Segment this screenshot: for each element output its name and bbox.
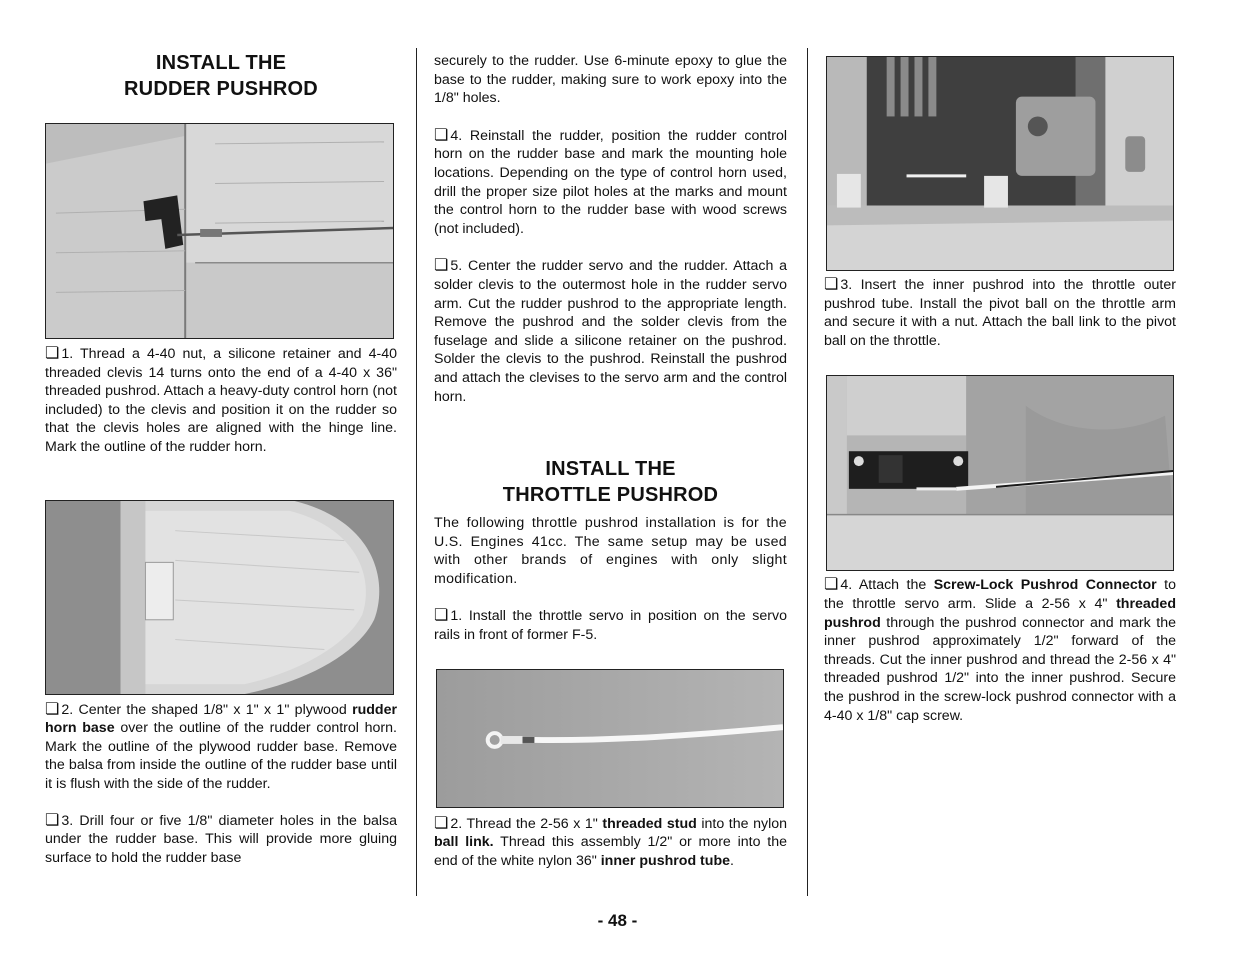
rudder-step-2: [45, 701, 397, 794]
throttle-step-1: [434, 607, 787, 644]
photo-rudder-horn-base: [45, 500, 394, 695]
checkbox-icon[interactable]: ❏: [45, 700, 60, 718]
step-text-bold: ball link.: [434, 834, 494, 851]
step-text: 2. Thread the 2-56 x 1": [450, 815, 603, 832]
photo-throttle-servo: [826, 375, 1174, 571]
step-text: 2. Center the shaped 1/8" x 1" x 1" plywood: [61, 701, 353, 718]
page-number: - 48 -: [597, 911, 638, 930]
step-text: to the throttle servo arm. Slide a 2-56 x 4": [824, 577, 1176, 612]
step-text: 4. Attach the: [840, 577, 934, 594]
checkbox-icon[interactable]: ❏: [45, 345, 60, 362]
column-divider: [807, 48, 808, 896]
step-text: 1. Install the throttle servo in position on the servo rails in front of former F-5.: [434, 608, 787, 644]
rudder-step-4: [434, 127, 787, 239]
title-line: THROTTLE PUSHROD: [502, 484, 719, 507]
rudder-step-3-part2: [434, 52, 787, 108]
checkbox-icon[interactable]: ❏: [45, 811, 60, 829]
throttle-intro: [434, 514, 787, 588]
step-text: 3. Drill four or five 1/8" diameter holes in the balsa under the rudder base. This will provide more gluing surface to hold the rudder base: [45, 812, 397, 866]
column-middle: [434, 52, 787, 870]
step-text: through the pushrod connector and mark the inner pushrod approximately 1/2" forward of the threads. Cut the inner pushrod and thread the 2-56 x 4" threaded pushrod 1/2" into the inner pushrod. Secure the pushrod in the screw-lock pushrod connector with a 4-40 x 1/8" cap screw.: [824, 614, 1176, 724]
throttle-step-4: [824, 576, 1176, 725]
rudder-step-5: [434, 257, 787, 406]
step-text-bold: rudder horn base: [45, 701, 397, 737]
title-line: INSTALL THE: [155, 52, 287, 74]
step-text: securely to the rudder. Use 6-minute epoxy to glue the base to the rudder, making sure to work epoxy into the 1/8" holes.: [434, 53, 787, 107]
checkbox-icon[interactable]: ❏: [824, 576, 839, 594]
throttle-step-2: [434, 815, 787, 871]
rudder-step-1: [45, 345, 397, 457]
photo-engine-throttle: [826, 56, 1174, 271]
checkbox-icon[interactable]: ❏: [434, 126, 449, 144]
step-text: 1. Thread a 4-40 nut, a silicone retainer and 4-40 threaded clevis 14 turns onto the end of a 4-40 x 36" threaded pushrod. Attach a heavy-duty control horn (not included) to the clevis and position it on the rudder so that the clevis holes are aligned with the hinge line. Mark the outline of the rudder horn.: [45, 346, 397, 455]
photo-rudder-control-horn: [45, 123, 394, 339]
step-text: .: [730, 852, 734, 869]
checkbox-icon[interactable]: ❏: [824, 276, 839, 293]
step-text: 5. Center the rudder servo and the rudder. Attach a solder clevis to the outermost hole in the rudder servo arm. Cut the rudder pushrod to the appropriate length. Remove the pushrod and the solder clevis from the fuselage and slide a silicone retainer on the pushrod. Solder the clevis to the pushrod. Reinstall the pushrod and attach the clevises to the servo arm and the control horn.: [434, 258, 787, 405]
step-text-bold: threaded pushrod: [824, 595, 1176, 631]
throttle-section-title: [434, 456, 787, 508]
step-text: The following throttle pushrod installation is for the U.S. Engines 41cc. The same setup may be used with other brands of engines with only slight modification.: [434, 515, 787, 587]
rudder-step-3-part1: [45, 812, 397, 868]
throttle-step-3: [824, 276, 1176, 350]
step-text: 4. Reinstall the rudder, position the rudder control horn on the rudder base and mark the mounting hole locations. Depending on the type of control horn used, drill the proper size pilot holes at the marks and mount the control horn to the rudder base with wood screws (not included).: [434, 127, 787, 237]
checkbox-icon[interactable]: ❏: [434, 257, 449, 275]
step-text: 3. Insert the inner pushrod into the throttle outer pushrod tube. Install the pivot ball on the throttle arm and secure it with a nut. Attach the ball link to the pivot ball on the throttle.: [824, 277, 1176, 349]
step-text-bold: inner pushrod tube: [600, 852, 730, 869]
column-divider: [416, 48, 417, 896]
step-text: Thread this assembly 1/2" or more into the end of the white nylon 36": [434, 834, 787, 869]
step-text: into the nylon: [696, 815, 788, 832]
step-text-bold: Screw-Lock Pushrod Connector: [933, 577, 1157, 594]
step-text: over the outline of the rudder control horn. Mark the outline of the plywood rudder base. Remove the balsa from inside the outline of the rudder base until it is flush with the side of the rudder.: [45, 720, 397, 792]
column-left: [45, 50, 397, 867]
title-line: RUDDER PUSHROD: [124, 78, 318, 100]
checkbox-icon[interactable]: ❏: [434, 814, 449, 832]
column-right: [824, 56, 1176, 725]
rudder-section-title: [45, 50, 397, 102]
checkbox-icon[interactable]: ❏: [434, 607, 449, 625]
step-text-bold: threaded stud: [602, 815, 697, 832]
photo-ball-link-pushrod: [436, 669, 784, 808]
title-line: INSTALL THE: [545, 458, 676, 481]
